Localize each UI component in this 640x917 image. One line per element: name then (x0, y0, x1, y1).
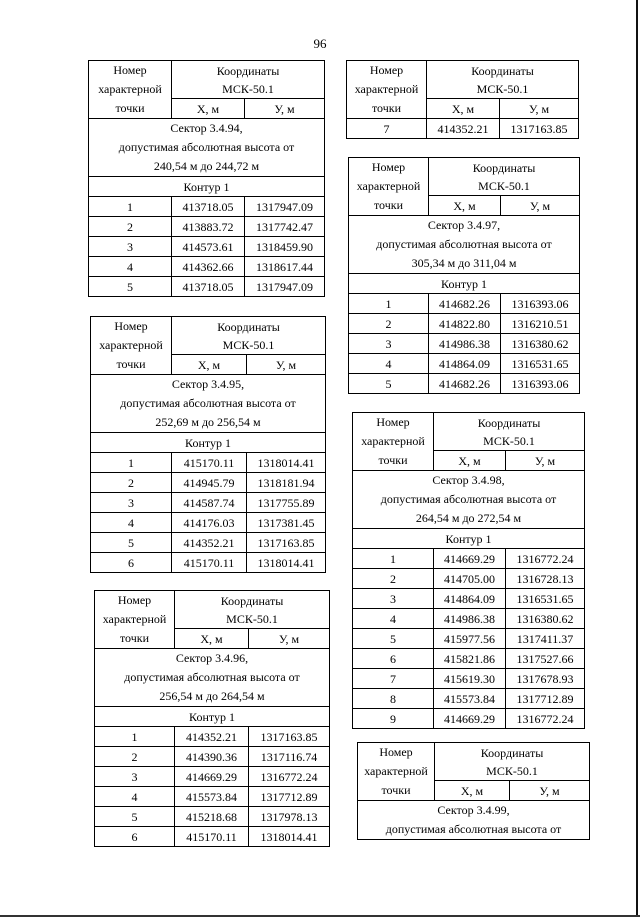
coords-table-3-4-97 (348, 157, 580, 394)
header-x: X, м (429, 196, 501, 216)
header-coordinates: Координаты МСК-50.1 (435, 743, 590, 781)
header-point-number: Номер характерной точки (358, 743, 435, 801)
table-row: 3 414669.29 1316772.24 (95, 767, 330, 787)
table-row: 5 414352.21 1317163.85 (91, 533, 326, 553)
header-x: X, м (175, 629, 249, 649)
table-row: 1 414682.26 1316393.06 (349, 294, 580, 314)
table-row: 2 414390.36 1317116.74 (95, 747, 330, 767)
header-coordinates: Координаты МСК-50.1 (175, 591, 330, 629)
table-row: 3 414587.74 1317755.89 (91, 493, 326, 513)
coords-table-3-4-99 (357, 742, 590, 840)
table-row: 8 415573.84 1317712.89 (353, 689, 585, 709)
header-y: У, м (506, 451, 585, 471)
table-row: 6 415170.11 1318014.41 (95, 827, 330, 847)
table-row: 2 414705.00 1316728.13 (353, 569, 585, 589)
table-row: 4 414986.38 1316380.62 (353, 609, 585, 629)
table-row: 1 413718.05 1317947.09 (89, 197, 325, 217)
header-y: У, м (501, 196, 580, 216)
table-row: 1 415170.11 1318014.41 (91, 453, 326, 473)
page-number: 96 (313, 36, 327, 51)
header-point-number: Номер характерной точки (347, 61, 427, 119)
table-row: 3 414986.38 1316380.62 (349, 334, 580, 354)
coords-table-3-4-95 (90, 316, 326, 573)
table-row: 6 415170.11 1318014.41 (91, 553, 326, 573)
sector-title: Сектор 3.4.96, допустимая абсолютная высота от 256,54 м до 264,54 м (95, 649, 330, 707)
header-x: X, м (434, 451, 506, 471)
contour-label: Контур 1 (353, 529, 585, 549)
table-row: 5 415218.68 1317978.13 (95, 807, 330, 827)
table-row: 4 415573.84 1317712.89 (95, 787, 330, 807)
header-y: У, м (510, 781, 590, 801)
header-coordinates: Координаты МСК-50.1 (427, 61, 579, 99)
table-row: 4 414362.66 1318617.44 (89, 257, 325, 277)
coords-table-3-4-98 (352, 412, 585, 729)
coords-table-continuation (346, 60, 579, 139)
sector-title: Сектор 3.4.99, допустимая абсолютная высота от (358, 801, 590, 840)
table-row: 3 414864.09 1316531.65 (353, 589, 585, 609)
contour-label: Контур 1 (349, 274, 580, 294)
contour-label: Контур 1 (95, 707, 330, 727)
coords-table-3-4-94 (88, 60, 325, 297)
scan-edge-right (636, 0, 638, 917)
table-row: 1 414352.21 1317163.85 (95, 727, 330, 747)
coords-table-3-4-96 (94, 590, 330, 847)
header-coordinates: Координаты МСК-50.1 (172, 61, 325, 99)
header-y: У, м (245, 99, 325, 119)
header-x: X, м (172, 99, 245, 119)
table-row: 4 414176.03 1317381.45 (91, 513, 326, 533)
header-point-number: Номер характерной точки (349, 158, 429, 216)
table-row: 2 413883.72 1317742.47 (89, 217, 325, 237)
sector-title: Сектор 3.4.95, допустимая абсолютная высота от 252,69 м до 256,54 м (91, 375, 326, 433)
header-y: У, м (247, 355, 326, 375)
sector-title: Сектор 3.4.98, допустимая абсолютная высота от 264,54 м до 272,54 м (353, 471, 585, 529)
header-x: X, м (172, 355, 247, 375)
sector-title: Сектор 3.4.97, допустимая абсолютная высота от 305,34 м до 311,04 м (349, 216, 580, 274)
table-row: 2 414822.80 1316210.51 (349, 314, 580, 334)
header-point-number: Номер характерной точки (95, 591, 175, 649)
header-y: У, м (249, 629, 330, 649)
table-row: 2 414945.79 1318181.94 (91, 473, 326, 493)
header-point-number: Номер характерной точки (353, 413, 434, 471)
table-row: 5 414682.26 1316393.06 (349, 374, 580, 394)
table-row: 4 414864.09 1316531.65 (349, 354, 580, 374)
table-row: 3 414573.61 1318459.90 (89, 237, 325, 257)
table-row: 9 414669.29 1316772.24 (353, 709, 585, 729)
header-x: X, м (427, 99, 500, 119)
header-point-number: Номер характерной точки (89, 61, 172, 119)
header-x: X, м (435, 781, 510, 801)
table-row: 5 413718.05 1317947.09 (89, 277, 325, 297)
contour-label: Контур 1 (89, 177, 325, 197)
contour-label: Контур 1 (91, 433, 326, 453)
table-row: 1 414669.29 1316772.24 (353, 549, 585, 569)
table-row: 7 415619.30 1317678.93 (353, 669, 585, 689)
header-y: У, м (500, 99, 579, 119)
header-point-number: Номер характерной точки (91, 317, 172, 375)
table-row: 7 414352.21 1317163.85 (347, 119, 579, 139)
header-coordinates: Координаты МСК-50.1 (429, 158, 580, 196)
table-row: 5 415977.56 1317411.37 (353, 629, 585, 649)
header-coordinates: Координаты МСК-50.1 (172, 317, 326, 355)
table-row: 6 415821.86 1317527.66 (353, 649, 585, 669)
header-coordinates: Координаты МСК-50.1 (434, 413, 585, 451)
sector-title: Сектор 3.4.94, допустимая абсолютная высота от 240,54 м до 244,72 м (89, 119, 325, 177)
